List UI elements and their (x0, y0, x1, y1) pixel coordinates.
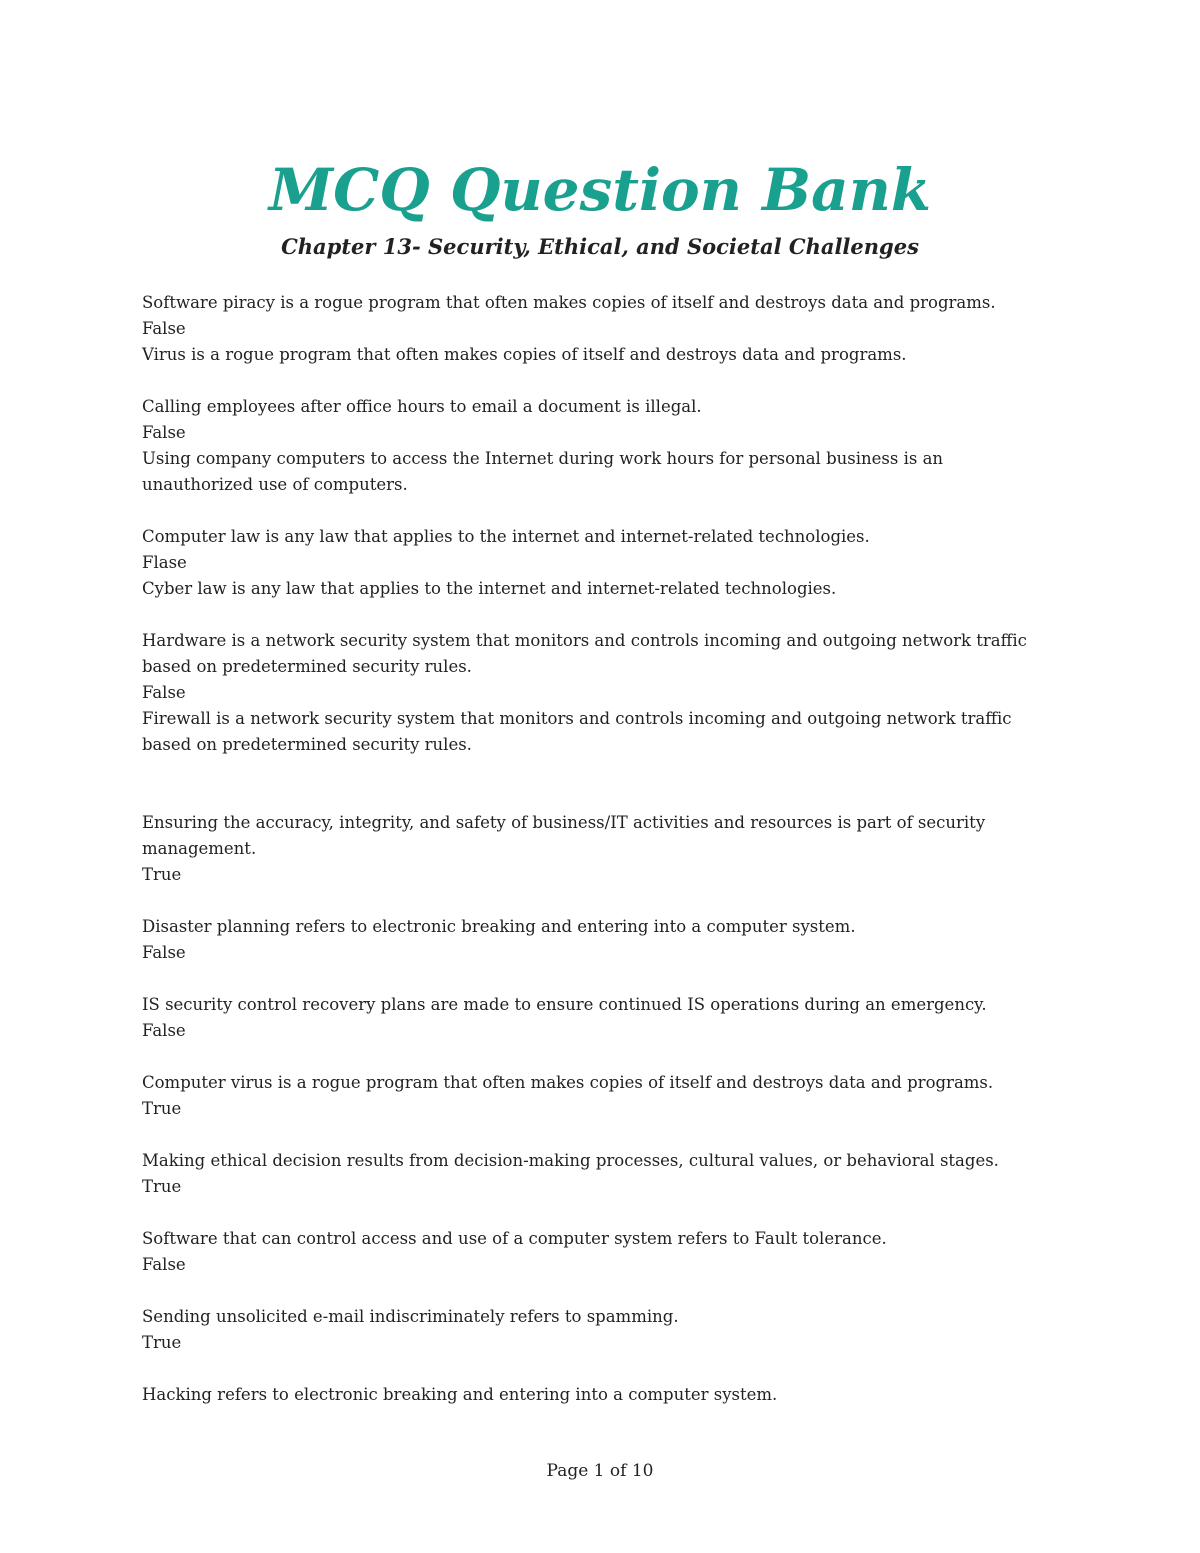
question-text: Calling employees after office hours to email a document is illegal. (142, 397, 702, 416)
answer-text: Flase (142, 553, 187, 572)
question-text: Software piracy is a rogue program that often makes copies of itself and destroys data and programs. (142, 293, 996, 312)
question-text: IS security control recovery plans are made to ensure continued IS operations during an emergency. (142, 995, 987, 1014)
answer-text: False (142, 423, 186, 442)
question-text: based on predetermined security rules. (142, 657, 472, 676)
answer-text: False (142, 319, 186, 338)
page-number: Page 1 of 10 (546, 1461, 654, 1481)
question-list (142, 290, 1072, 1408)
question-text: Disaster planning refers to electronic breaking and entering into a computer system. (142, 917, 856, 936)
question-text: Sending unsolicited e-mail indiscriminately refers to spamming. (142, 1307, 679, 1326)
answer-text: True (142, 1099, 182, 1118)
correction-text: Cyber law is any law that applies to the internet and internet-related technologies. (142, 579, 837, 598)
question-text: Hacking refers to electronic breaking and entering into a computer system. (142, 1385, 778, 1404)
question-text: Ensuring the accuracy, integrity, and safety of business/IT activities and resources is part of security (142, 813, 986, 832)
question-text: Making ethical decision results from decision-making processes, cultural values, or behavioral stages. (142, 1151, 999, 1170)
answer-text: False (142, 683, 186, 702)
answer-text: True (142, 865, 182, 884)
question-text: Hardware is a network security system that monitors and controls incoming and outgoing network traffic (142, 631, 1027, 650)
correction-text: unauthorized use of computers. (142, 475, 408, 494)
answer-text: False (142, 1255, 186, 1274)
chapter-subtitle: Chapter 13- Security, Ethical, and Societal Challenges (281, 234, 919, 259)
answer-text: False (142, 943, 186, 962)
correction-text: Using company computers to access the Internet during work hours for personal business is an (142, 449, 944, 468)
correction-text: based on predetermined security rules. (142, 735, 472, 754)
question-text: Computer law is any law that applies to the internet and internet-related technologies. (142, 527, 870, 546)
correction-text: Firewall is a network security system that monitors and controls incoming and outgoing network traffic (142, 709, 1012, 728)
correction-text: Virus is a rogue program that often makes copies of itself and destroys data and programs. (142, 345, 907, 364)
question-text: Software that can control access and use of a computer system refers to Fault tolerance. (142, 1229, 887, 1248)
answer-text: True (142, 1177, 182, 1196)
question-text: management. (142, 839, 257, 858)
answer-text: True (142, 1333, 182, 1352)
document-title: MCQ Question Bank (268, 156, 932, 224)
answer-text: False (142, 1021, 186, 1040)
question-text: Computer virus is a rogue program that often makes copies of itself and destroys data and programs. (142, 1073, 994, 1092)
